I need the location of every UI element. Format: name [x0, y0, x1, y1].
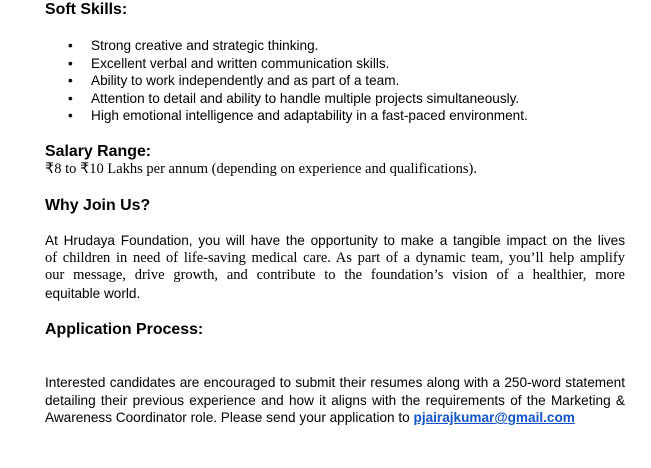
- list-item-text: Attention to detail and ability to handle multiple projects simultaneously.: [91, 90, 520, 106]
- paragraph-line: equitable world.: [45, 285, 141, 301]
- list-item: [45, 37, 625, 55]
- bullet-icon: •: [68, 90, 73, 106]
- paragraph-line: our message, drive growth, and contribute to the foundation’s vision of a healthier, more: [45, 267, 625, 284]
- list-item: [45, 72, 625, 90]
- paragraph-line: [45, 409, 625, 427]
- paragraph-line: Interested candidates are encouraged to submit their resumes along with a 250-word statement: [45, 375, 625, 390]
- list-item: [45, 107, 625, 125]
- paragraph-line: detailing their previous experience and how it aligns with the requirements of the Marketing &: [45, 392, 625, 408]
- bullet-icon: •: [68, 55, 73, 71]
- list-item-text: Strong creative and strategic thinking.: [91, 38, 319, 53]
- salary-range-text: [45, 161, 625, 179]
- list-item: [45, 55, 625, 73]
- list-item-text: High emotional intelligence and adaptability in a fast-paced environment.: [91, 108, 528, 124]
- application-paragraph: [45, 374, 625, 427]
- email-link[interactable]: pjairajkumar@gmail.com: [413, 410, 575, 426]
- application-process-heading: Application Process:: [45, 321, 204, 338]
- paragraph-line: of children in need of life-saving medical care. As part of a dynamic team, you’ll help amplify: [45, 249, 625, 266]
- why-join-paragraph: [45, 232, 625, 302]
- list-item-text: Ability to work independently and as part of a team.: [91, 73, 400, 89]
- bullet-icon: •: [68, 108, 73, 124]
- paragraph-line-text: Awareness Coordinator role. Please send your application to: [45, 410, 414, 426]
- paragraph-line: At Hrudaya Foundation, you will have the opportunity to make a tangible impact on the lives: [45, 233, 625, 248]
- salary-line: ₹8 to ₹10 Lakhs per annum (depending on experience and qualifications).: [45, 161, 477, 177]
- why-join-heading: Why Join Us?: [45, 197, 151, 214]
- list-item-text: Excellent verbal and written communication skills.: [91, 55, 390, 71]
- bullet-icon: •: [68, 73, 73, 89]
- soft-skills-heading: Soft Skills:: [45, 1, 128, 18]
- bullet-icon: •: [68, 38, 73, 53]
- list-item: [45, 90, 625, 108]
- salary-range-heading: Salary Range:: [45, 143, 152, 160]
- soft-skills-list: [45, 37, 625, 125]
